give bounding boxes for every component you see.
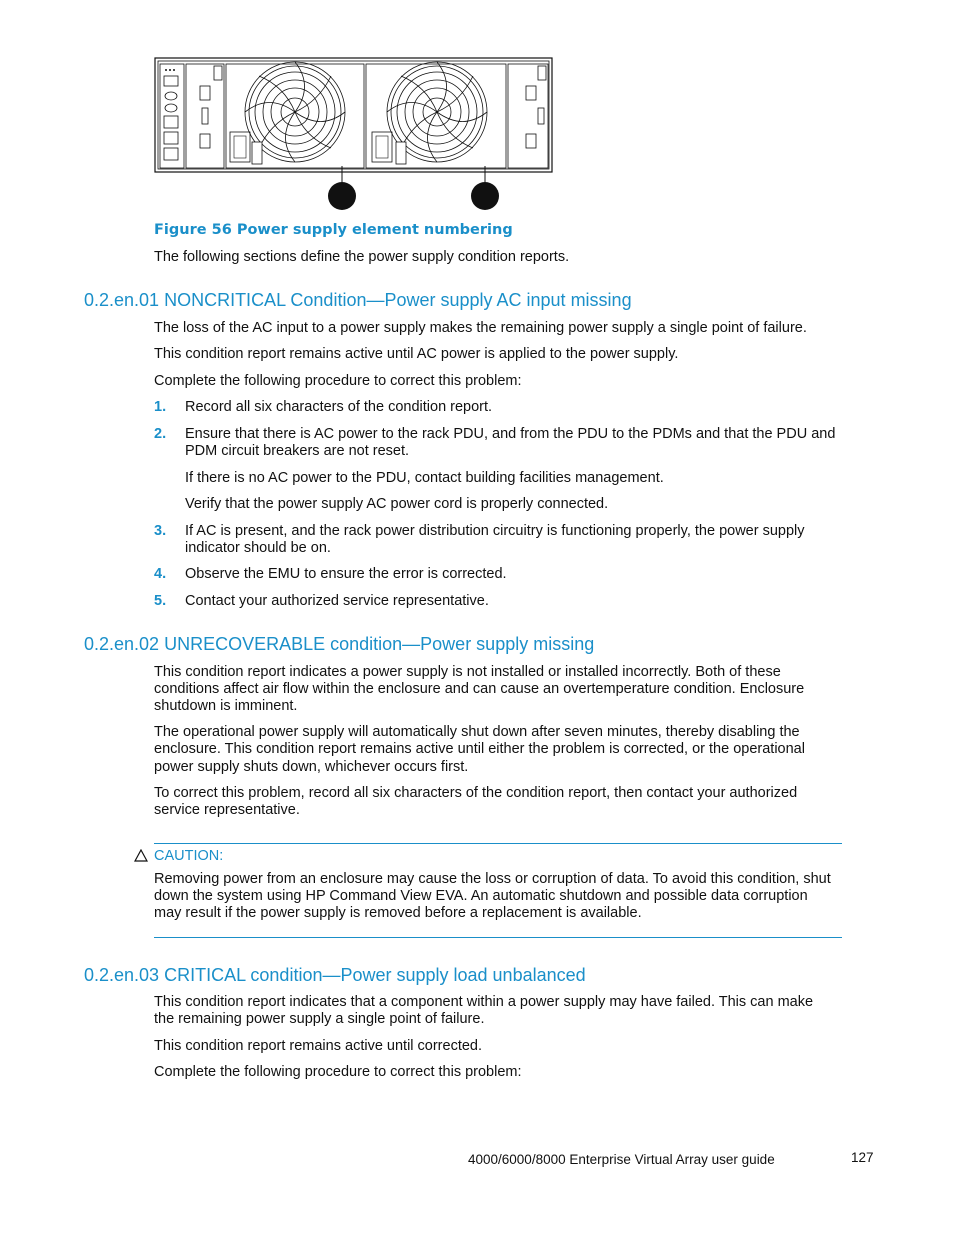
power-supply-figure: [154, 56, 554, 214]
callout-1: [328, 182, 356, 210]
paragraph-line: service representative.: [154, 802, 300, 818]
caution-text: may result if the power supply is removed before a replacement is available.: [154, 905, 642, 921]
step-text: Record all six characters of the condition report.: [185, 399, 493, 415]
paragraph: This condition report remains active until AC power is applied to the power supply.: [154, 346, 679, 362]
step-text: PDM circuit breakers are not reset.: [185, 443, 410, 459]
step-number: 5.: [154, 593, 167, 609]
step-text: indicator should be on.: [185, 540, 331, 556]
paragraph-line: The operational power supply will automatically shut down after seven minutes, thereby disabling the: [154, 724, 800, 740]
step-number: 3.: [154, 523, 167, 539]
caution-text: down the system using HP Command View EVA. An automatic shutdown and possible data corruption: [154, 888, 808, 904]
paragraph-line: shutdown is imminent.: [154, 698, 298, 714]
section-heading: 0.2.en.02 UNRECOVERABLE condition—Power supply missing: [84, 634, 595, 654]
step-text: Observe the EMU to ensure the error is corrected.: [185, 566, 507, 582]
paragraph-line: power supply shuts down, whichever occurs first.: [154, 759, 469, 775]
step-text: Ensure that there is AC power to the rack PDU, and from the PDU to the PDMs and that the PDU and: [185, 426, 836, 442]
section-heading: 0.2.en.01 NONCRITICAL Condition—Power supply AC input missing: [84, 290, 632, 310]
paragraph-line: This condition report indicates that a component within a power supply may have failed. This can make: [154, 994, 814, 1010]
figure-caption: Figure 56 Power supply element numbering: [154, 222, 513, 238]
caution-label: CAUTION:: [154, 848, 224, 864]
step-number: 4.: [154, 566, 167, 582]
paragraph-line: enclosure. This condition report remains active until either the problem is corrected, or the operational: [154, 741, 805, 757]
paragraph-line: This condition report indicates a power supply is not installed or installed incorrectly. Both of these: [154, 664, 781, 680]
section-heading: 0.2.en.03 CRITICAL condition—Power supply load unbalanced: [84, 965, 586, 985]
caution-top-rule: [154, 843, 842, 844]
paragraph: Complete the following procedure to correct this problem:: [154, 1064, 522, 1080]
paragraph: Complete the following procedure to correct this problem:: [154, 373, 522, 389]
intro-text: The following sections define the power supply condition reports.: [154, 249, 570, 265]
paragraph-line: the remaining power supply a single point of failure.: [154, 1011, 485, 1027]
step-text: If AC is present, and the rack power distribution circuitry is functioning properly, the power supply: [185, 523, 805, 539]
step-number: 2.: [154, 426, 167, 442]
caution-bottom-rule: [154, 937, 842, 938]
caution-text: Removing power from an enclosure may cause the loss or corruption of data. To avoid this condition, shut: [154, 871, 831, 887]
paragraph-line: conditions affect air flow within the enclosure and can cause an overtemperature condition. Enclosure: [154, 681, 805, 697]
footer-title: 4000/6000/8000 Enterprise Virtual Array user guide: [468, 1152, 775, 1167]
step-subtext: Verify that the power supply AC power cord is properly connected.: [185, 496, 609, 512]
paragraph: The loss of the AC input to a power supply makes the remaining power supply a single point of failure.: [154, 320, 807, 336]
paragraph: This condition report remains active until corrected.: [154, 1038, 483, 1054]
step-number: 1.: [154, 399, 167, 415]
step-text: Contact your authorized service representative.: [185, 593, 489, 609]
caution-icon: [134, 849, 148, 863]
callout-2: [471, 182, 499, 210]
paragraph-line: To correct this problem, record all six characters of the condition report, then contact your authorized: [154, 785, 798, 801]
step-subtext: If there is no AC power to the PDU, contact building facilities management.: [185, 470, 664, 486]
page-number: 127: [851, 1150, 874, 1165]
